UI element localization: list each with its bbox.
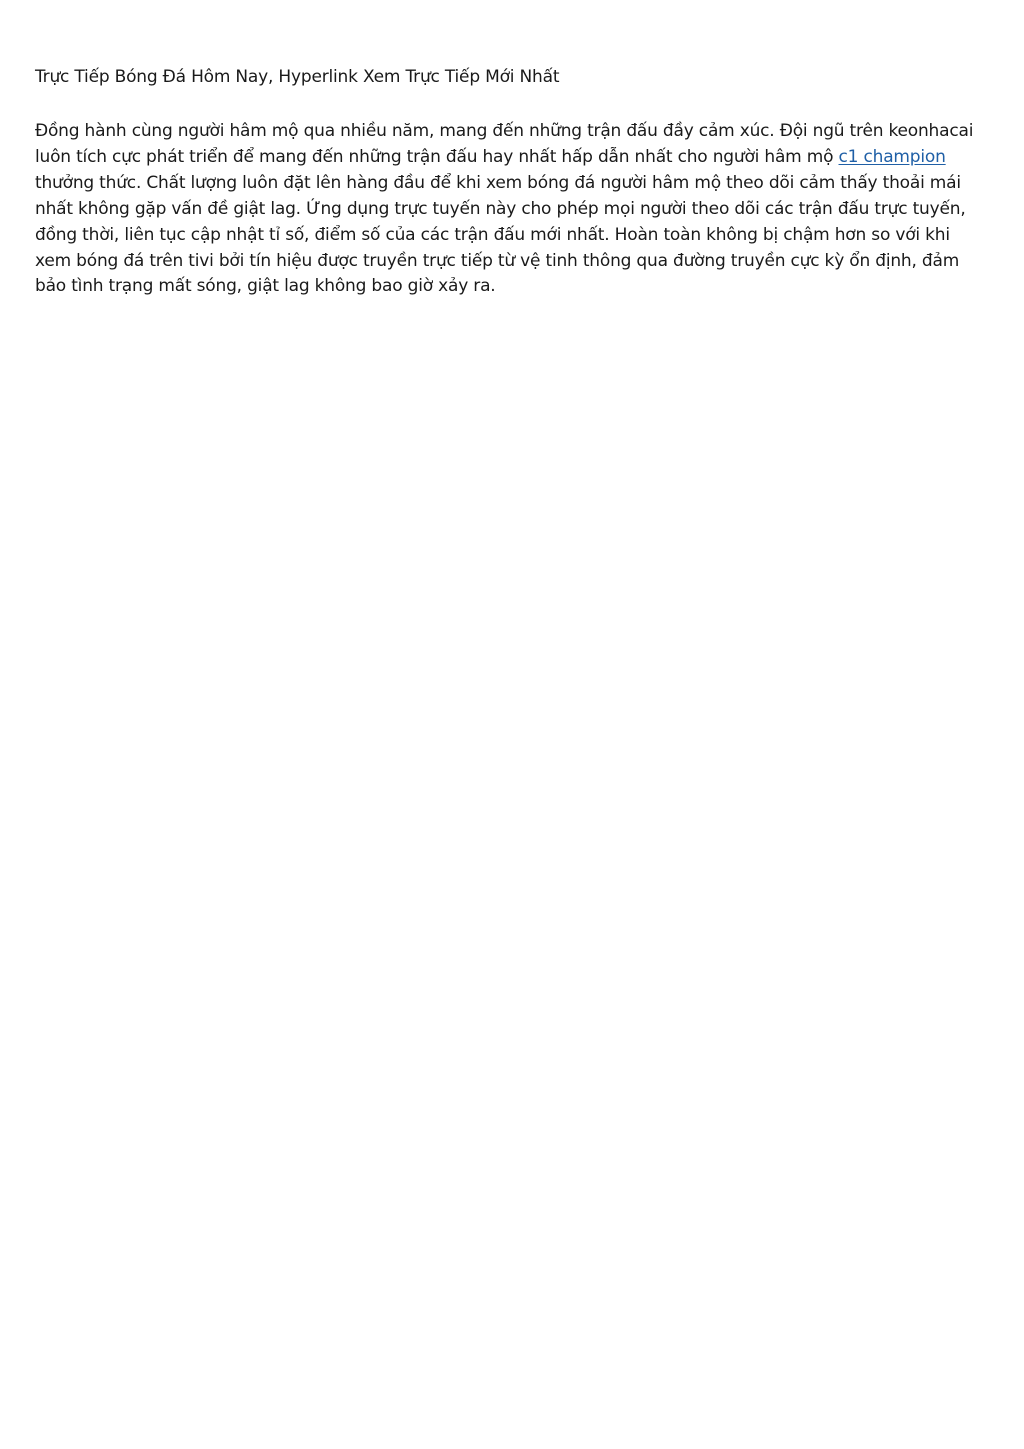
paragraph-line-4: nhất không gặp vấn đề giật lag. Ứng dụng trực tuyến này cho phép mọi người theo dõi các trận đấu trực tuyến, (35, 198, 966, 219)
document-title: Trực Tiếp Bóng Đá Hôm Nay, Hyperlink Xem Trực Tiếp Mới Nhất (35, 67, 560, 87)
document-paragraph (35, 119, 985, 300)
c1-champion-link[interactable]: c1 champion (838, 146, 946, 167)
paragraph-line-1: Đồng hành cùng người hâm mộ qua nhiều năm, mang đến những trận đấu đầy cảm xúc. Đội ngũ trên keonhacai (35, 121, 974, 141)
paragraph-line-2-text: luôn tích cực phát triển để mang đến những trận đấu hay nhất hấp dẫn nhất cho người hâm mộ (35, 146, 839, 167)
paragraph-line-7: bảo tình trạng mất sóng, giật lag không bao giờ xảy ra. (35, 276, 496, 297)
paragraph-line-3: thưởng thức. Chất lượng luôn đặt lên hàng đầu để khi xem bóng đá người hâm mộ theo dõi cảm thấy thoải mái (35, 172, 961, 193)
paragraph-line-2 (35, 145, 985, 171)
paragraph-line-6: xem bóng đá trên tivi bởi tín hiệu được truyền trực tiếp từ vệ tinh thông qua đường truyền cực kỳ ổn định, đảm (35, 250, 960, 271)
paragraph-line-5: đồng thời, liên tục cập nhật tỉ số, điểm số của các trận đấu mới nhất. Hoàn toàn không bị chậm hơn so với khi (35, 224, 950, 245)
